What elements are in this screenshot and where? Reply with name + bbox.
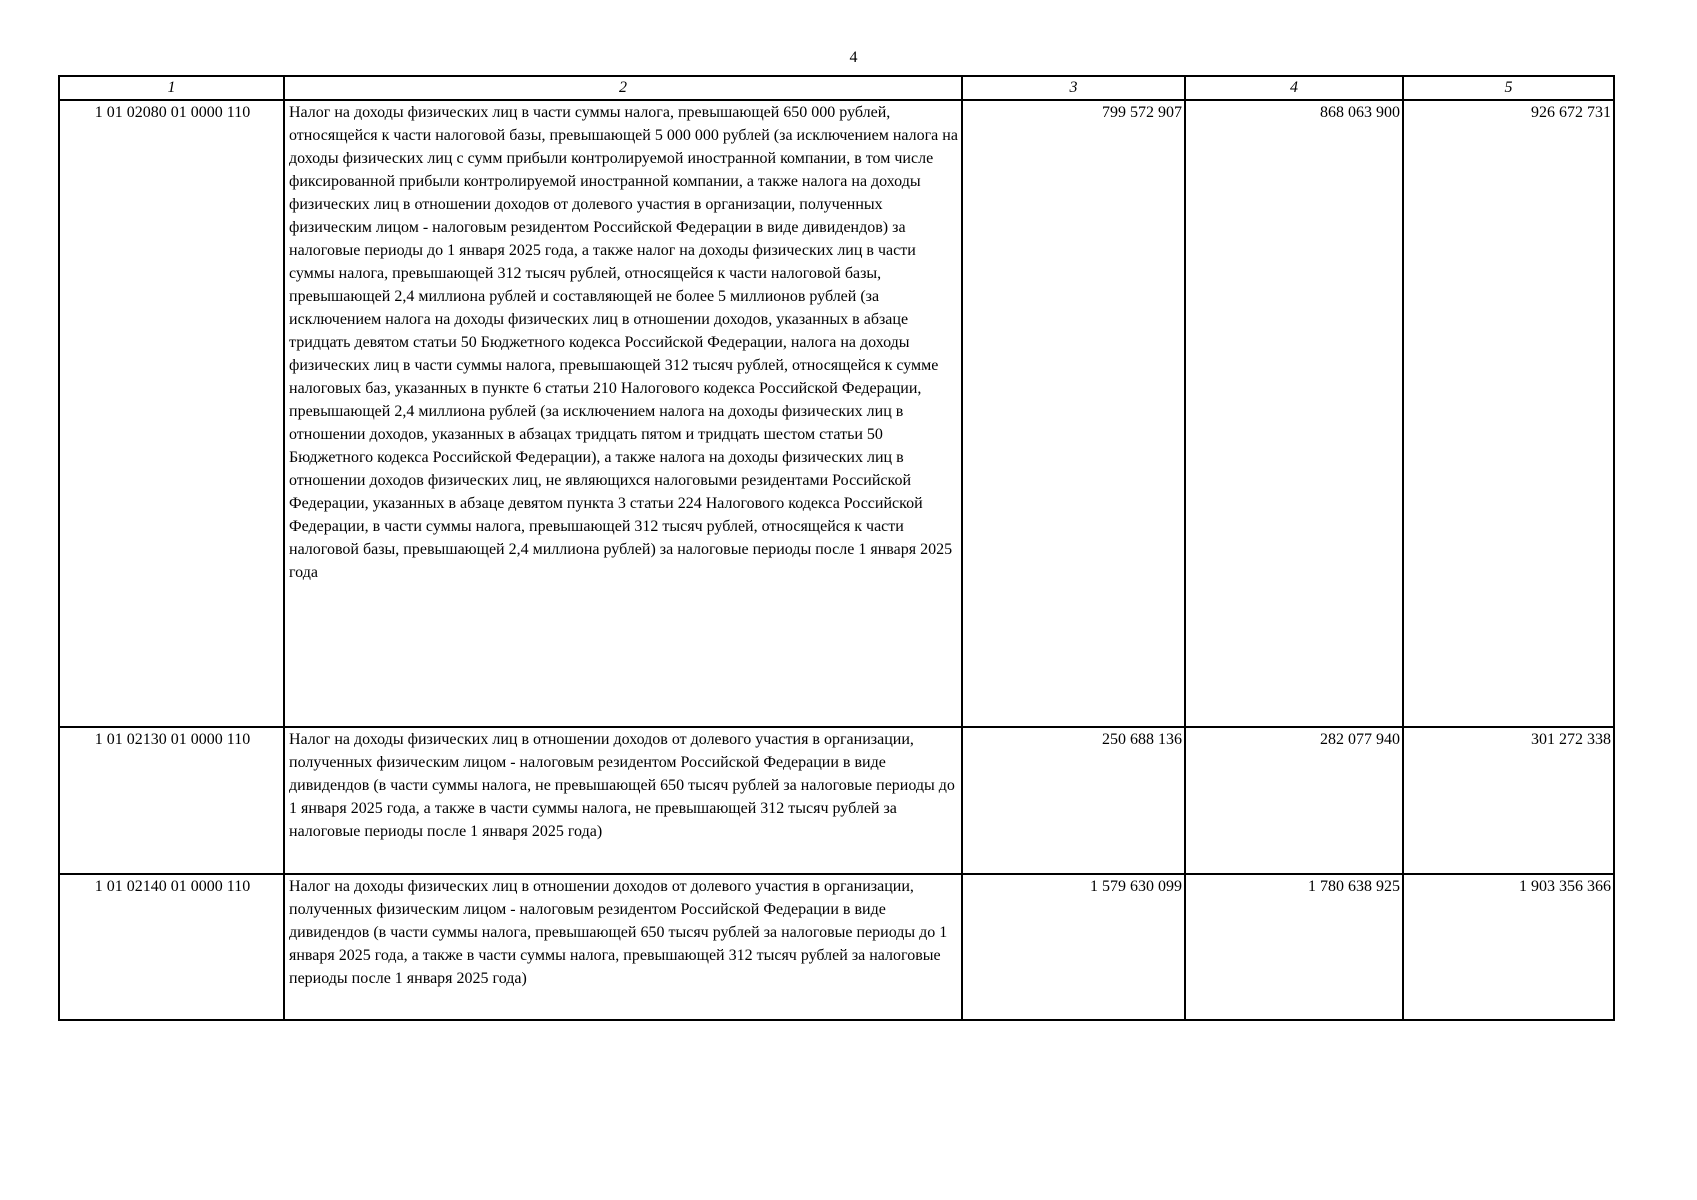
column-header-5: 5 xyxy=(1403,76,1614,100)
amount-col4-cell: 282 077 940 xyxy=(1185,727,1403,874)
amount-col3-cell: 799 572 907 xyxy=(962,100,1185,727)
amount-col5-cell: 301 272 338 xyxy=(1403,727,1614,874)
page-number: 4 xyxy=(849,49,858,66)
column-header-1: 1 xyxy=(59,76,284,100)
amount-col4-cell: 868 063 900 xyxy=(1185,100,1403,727)
budget-code-cell: 1 01 02080 01 0000 110 xyxy=(59,100,284,727)
table-row xyxy=(59,874,1614,1020)
table-header-row xyxy=(59,76,1614,100)
column-header-4: 4 xyxy=(1185,76,1403,100)
revenue-name-cell: Налог на доходы физических лиц в отношении доходов от долевого участия в организации, полученных физическим лицом - налоговым резидентом Российской Федерации в виде дивидендов (в части суммы налога, не превышающей 650 тысяч рублей за налоговые периоды до 1 января 2025 года, а также в части суммы налога, не превышающей 312 тысяч рублей за налоговые периоды после 1 января 2025 года) xyxy=(284,727,962,874)
amount-col3-cell: 1 579 630 099 xyxy=(962,874,1185,1020)
budget-code-cell: 1 01 02140 01 0000 110 xyxy=(59,874,284,1020)
column-header-2: 2 xyxy=(284,76,962,100)
column-header-3: 3 xyxy=(962,76,1185,100)
revenue-name-cell: Налог на доходы физических лиц в отношении доходов от долевого участия в организации, полученных физическим лицом - налоговым резидентом Российской Федерации в виде дивидендов (в части суммы налога, превышающей 650 тысяч рублей за налоговые периоды до 1 января 2025 года, а также в части суммы налога, превышающей 312 тысяч рублей за налоговые периоды после 1 января 2025 года) xyxy=(284,874,962,1020)
budget-code-cell: 1 01 02130 01 0000 110 xyxy=(59,727,284,874)
table-row xyxy=(59,100,1614,727)
revenue-name-cell: Налог на доходы физических лиц в части суммы налога, превышающей 650 000 рублей, относящейся к части налоговой базы, превышающей 5 000 000 рублей (за исключением налога на доходы физических лиц с сумм прибыли контролируемой иностранной компании, в том числе фиксированной прибыли контролируемой иностранной компании, а также налога на доходы физических лиц в отношении доходов от долевого участия в организации, полученных физическим лицом - налоговым резидентом Российской Федерации в виде дивидендов) за налоговые периоды до 1 января 2025 года, а также налог на доходы физических лиц в части суммы налога, превышающей 312 тысяч рублей, относящейся к части налоговой базы, превышающей 2,4 миллиона рублей и составляющей не более 5 миллионов рублей (за исключением налога на доходы физических лиц в отношении доходов, указанных в абзаце тридцать девятом статьи 50 Бюджетного кодекса Российской Федерации, налога на доходы физических лиц в части суммы налога, превышающей 312 тысяч рублей, относящейся к сумме налоговых баз, указанных в пункте 6 статьи 210 Налогового кодекса Российской Федерации, превышающей 2,4 миллиона рублей (за исключением налога на доходы физических лиц в отношении доходов, указанных в абзацах тридцать пятом и тридцать шестом статьи 50 Бюджетного кодекса Российской Федерации), а также налога на доходы физических лиц в отношении доходов физических лиц, не являющихся налоговыми резидентами Российской Федерации, указанных в абзаце девятом пункта 3 статьи 224 Налогового кодекса Российской Федерации, в части суммы налога, превышающей 312 тысяч рублей, относящейся к части налоговой базы, превышающей 2,4 миллиона рублей) за налоговые периоды после 1 января 2025 года xyxy=(284,100,962,727)
table-row xyxy=(59,727,1614,874)
amount-col4-cell: 1 780 638 925 xyxy=(1185,874,1403,1020)
amount-col3-cell: 250 688 136 xyxy=(962,727,1185,874)
amount-col5-cell: 926 672 731 xyxy=(1403,100,1614,727)
amount-col5-cell: 1 903 356 366 xyxy=(1403,874,1614,1020)
budget-revenue-table xyxy=(58,75,1615,1021)
